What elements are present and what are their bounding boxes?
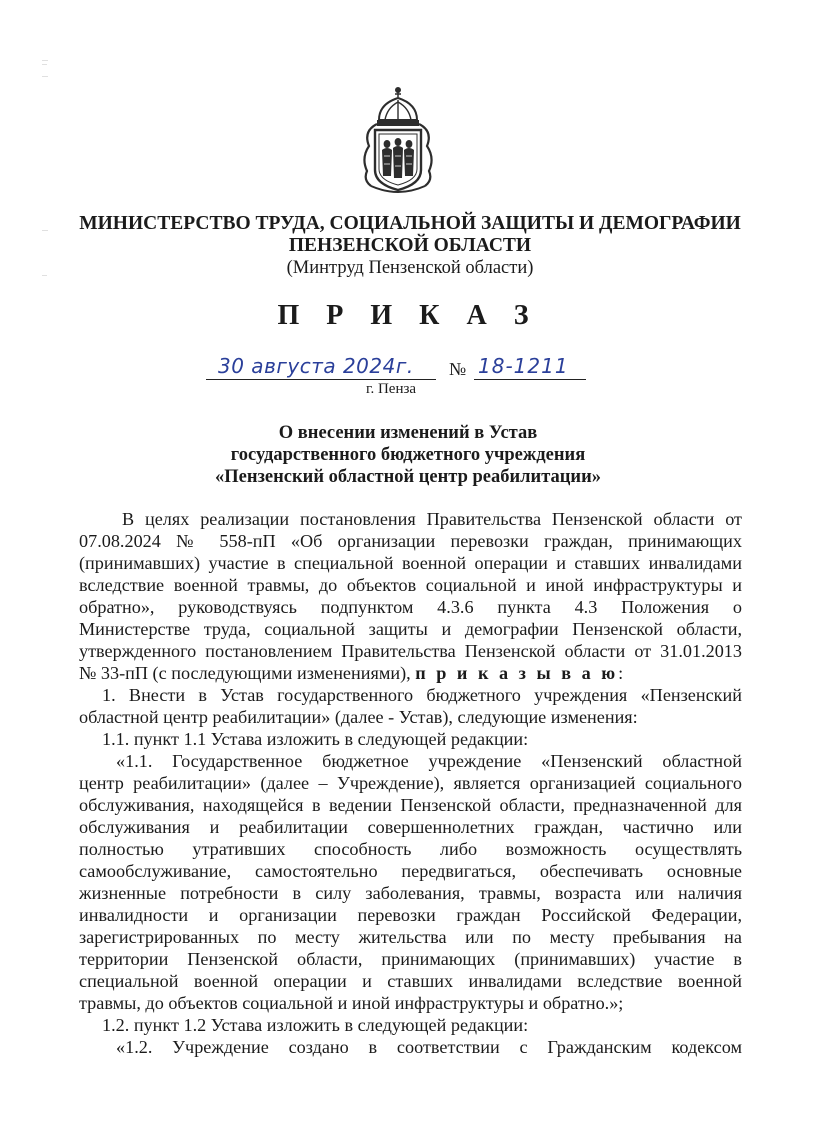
body-line: зарегистрированных по месту жительства или по месту пребывания на (79, 927, 742, 947)
handwritten-date: 30 августа 2024г. (218, 354, 414, 378)
subject-line-2: государственного бюджетного учреждения (230, 445, 586, 465)
body-line: Министерстве труда, социальной защиты и демографии Пензенской области, (79, 619, 742, 639)
body-line: обслуживания, находящейся в ведении Пензенской области, предназначенной для (79, 795, 742, 815)
body-line-order-colon: : (618, 663, 624, 683)
body-line-order-text: № 33-пП (с последующими изменениями), (79, 663, 416, 683)
body-line: областной центр реабилитации» (далее - Устав), следующие изменения: (79, 707, 638, 727)
body-line: утвержденного постановлением Правительства Пензенской области от 31.01.2013 (79, 641, 742, 661)
document-type-title: П Р И К А З (277, 300, 539, 331)
body-line: 07.08.2024 № 558-пП «Об организации перевозки граждан, принимающих (79, 531, 742, 551)
handwritten-number: 18-1211 (478, 354, 569, 378)
body-line: специальной военной операции и ставших инвалидами вследствие военной (79, 971, 742, 991)
body-line: 1. Внести в Устав государственного бюджетного учреждения «Пензенский (102, 685, 742, 705)
date-underline (206, 379, 436, 380)
body-line: (принимавших) участие в специальной военной операции и ставших инвалидами (79, 553, 742, 573)
subject-line-1: О внесении изменений в Устав (278, 423, 538, 443)
body-line: центр реабилитации» (далее – Учреждение), является организацией социального (79, 773, 742, 793)
order-word: п р и к а з ы в а ю (415, 663, 619, 683)
body-line: 1.2. пункт 1.2 Устава изложить в следующей редакции: (102, 1015, 529, 1035)
body-line: территории Пензенской области, принимающих (принимавших) участие в (79, 949, 742, 969)
body-line: обслуживания и реабилитации совершеннолетних граждан, частично или (79, 817, 742, 837)
ministry-name-line1: МИНИСТЕРСТВО ТРУДА, СОЦИАЛЬНОЙ ЗАЩИТЫ И ДЕМОГРАФИИ (79, 213, 741, 234)
body-line: «1.1. Государственное бюджетное учреждение «Пензенский областной (116, 751, 742, 771)
body-line: обратно», руководствуясь подпунктом 4.3.6 пункта 4.3 Положения о (79, 597, 742, 617)
body-line: травмы, до объектов социальной и иной инфраструктуры и обратно.»; (79, 993, 624, 1013)
scan-marks (40, 40, 52, 340)
body-line: В целях реализации постановления Правительства Пензенской области от (122, 509, 742, 529)
ministry-name-line2: ПЕНЗЕНСКОЙ ОБЛАСТИ (288, 235, 532, 256)
subject-line-3: «Пензенский областной центр реабилитации» (214, 467, 602, 487)
body-line: 1.1. пункт 1.1 Устава изложить в следующей редакции: (102, 729, 529, 749)
body-line: полностью утративших способность либо возможность осуществлять (79, 839, 742, 859)
number-underline (474, 379, 586, 380)
ministry-short-name: (Минтруд Пензенской области) (286, 258, 534, 278)
number-sign: № (449, 359, 467, 379)
body-line: самообслуживание, самостоятельно передвигаться, обеспечивать основные (79, 861, 742, 881)
city-label: г. Пенза (366, 381, 417, 397)
body-line: вследствие военной травмы, до объектов социальной и иной инфраструктуры и (79, 575, 742, 595)
body-line: жизненные потребности в силу заболевания, травмы, возраста или наличия (79, 883, 742, 903)
coat-of-arms-penza-icon (357, 76, 439, 196)
body-line: инвалидности и организации перевозки граждан Российской Федерации, (79, 905, 742, 925)
body-line-order (79, 662, 742, 684)
body-line: «1.2. Учреждение создано в соответствии с Гражданским кодексом (116, 1037, 742, 1057)
